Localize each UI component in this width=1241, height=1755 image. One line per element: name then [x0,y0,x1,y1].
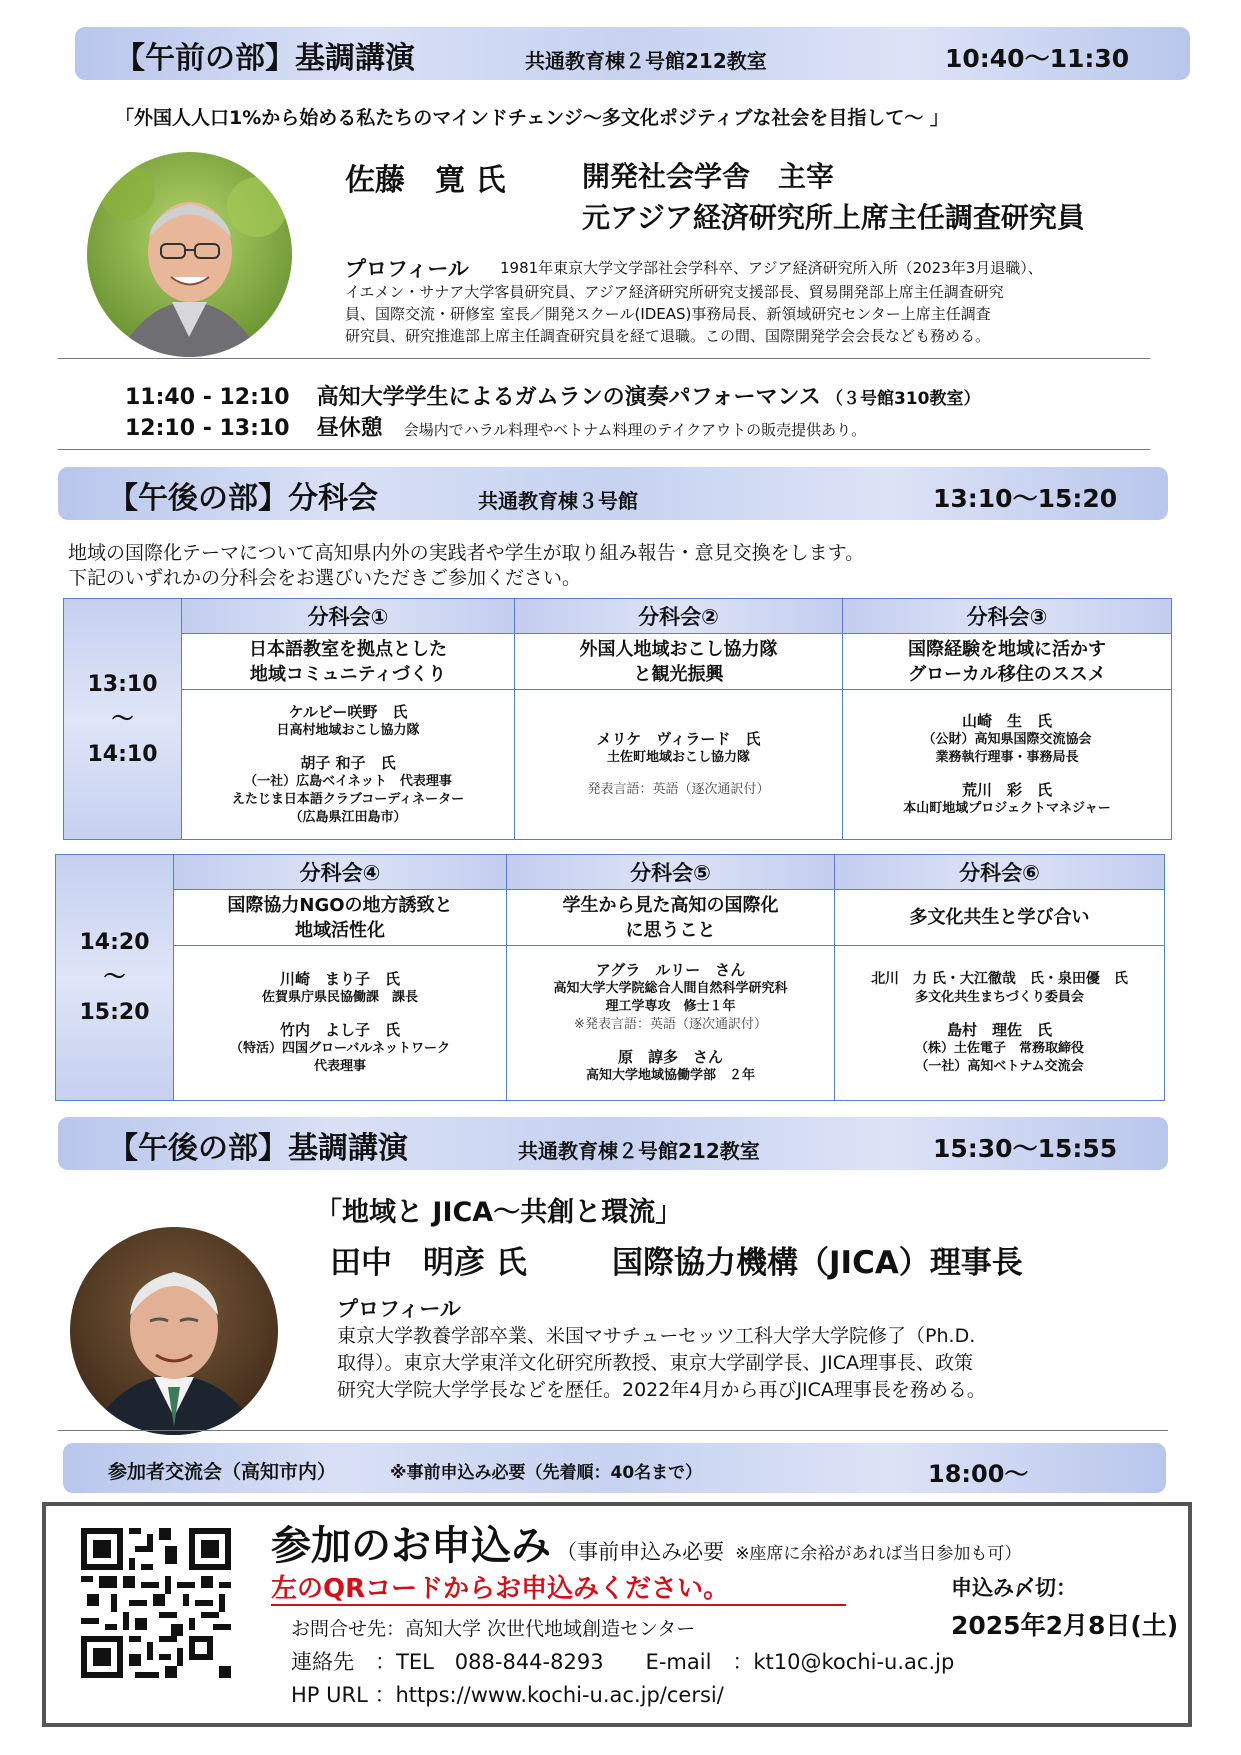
apply-heading-row [271,1514,1021,1571]
group-1-theme: 日本語教室を拠点とした 地域コミュニティづくり [182,634,515,690]
schedule-row-2 [125,411,866,442]
morning-venue: 共通教育棟２号館212教室 [525,49,767,73]
speaker-photo-sato [87,152,292,357]
afternoon-venue: 共通教育棟３号館 [478,489,638,513]
group-6-theme: 多文化共生と学び合い [835,890,1165,946]
group-5-theme: 学生から見た高知の国際化 に思うこと [507,890,835,946]
session-table-2 [55,854,1165,1101]
afternoon-time: 13:10〜15:20 [933,484,1118,513]
exchange-band [63,1443,1166,1493]
afternoon-intro-1: 地域の国際化テーマについて高知県内外の実践者や学生が取り組み報告・意見交換をします。 [68,542,865,564]
apply-heading: 参加のお申込み [271,1523,551,1569]
group-4-name: 分科会④ [174,855,507,890]
keynote2-header-band [58,1117,1168,1170]
group-5-presenters: アグラ ルリー さん 高知大学大学院総合人間自然科学研究科 理工学専攻 修士１年 ※発表言語：英語（逐次通訳付） 原 諄多 さん 高知大学地域協働学部 ２年 [507,946,835,1101]
schedule-row-1 [125,380,980,411]
sato-role-1: 開発社会学舎 主宰 [582,160,835,193]
group-1-presenters: ケルビー咲野 氏 日高村地域おこし協力隊 胡子 和子 氏 （一社）広島ベイネット 代表理事 えたじま日本語クラブコーディネーター （広島県江田島市） [182,690,515,840]
keynote2-lecture-title: 「地域と JICA〜共創と環流」 [315,1197,683,1228]
tanaka-profile-label: プロフィール [337,1297,461,1321]
sato-role-2: 元アジア経済研究所上席主任調査研究員 [582,201,1085,234]
application-box [42,1502,1192,1727]
apply-sub: （事前申込み必要 [556,1540,725,1564]
tanaka-profile-line-2: 取得）。東京大学東洋文化研究所教授、東京大学副学長、JICA理事長、政策 [337,1352,973,1374]
group-3-name: 分科会③ [843,599,1172,634]
sato-profile-line-4: 研究員、研究推進部上席主任調査研究員を経て退職。この間、国際開発学会会長なども務める。 [345,327,991,345]
session-table-1 [63,598,1172,840]
deadline-label: 申込み〆切： [951,1576,1077,1600]
qr-instruction-link[interactable]: 左のQRコードからお申込みください。 [271,1574,730,1604]
exchange-note: ※事前申込み必要（先着順：40名まで） [390,1463,703,1483]
afternoon-title: 【午後の部】分科会 [108,481,378,516]
divider-1 [58,358,1150,359]
divider-3 [58,1430,1168,1431]
sato-profile-line-2: イエメン・サナア大学客員研究員、アジア経済研究所研究支援部長、貿易開発部上席主任調査研究 [345,283,1004,301]
qr-instruction-underline [271,1604,846,1606]
deadline-date: 2025年2月8日(土) [951,1611,1179,1640]
schedule-note: 会場内でハラル料理やベトナム料理のテイクアウトの販売提供あり。 [403,421,867,439]
afternoon-intro-2: 下記のいずれかの分科会をお選びいただきご参加ください。 [68,567,582,589]
sato-profile-line-3: 員、国際交流・研修室 室長／開発スクール(IDEAS)事務局長、新領域研究センター上席主任調査 [345,305,991,323]
group-4-theme: 国際協力NGOの地方誘致と 地域活性化 [174,890,507,946]
group-3-presenters: 山崎 生 氏 （公財）高知県国際交流協会 業務執行理事・事務局長 荒川 彩 氏 本山町地域プロジェクトマネジャー [843,690,1172,840]
sato-profile-label: プロフィール [345,257,469,281]
homepage-url[interactable]: HP URL ：https://www.kochi-u.ac.jp/cersi/ [291,1683,724,1707]
tanaka-speaker-role: 国際協力機構（JICA）理事長 [612,1245,1023,1281]
afternoon-header-band [58,467,1168,520]
group-4-presenters: 川崎 まり子 氏 佐賀県庁県民協働課 課長 竹内 よし子 氏 （特活）四国グローバルネットワーク 代表理事 [174,946,507,1101]
keynote2-venue: 共通教育棟２号館212教室 [518,1139,760,1163]
morning-lecture-title: 「外国人人口1%から始める私たちのマインドチェンジ〜多文化ポジティブな社会を目指して〜 」 [115,107,949,129]
schedule-note: （３号館310教室） [825,389,981,409]
morning-header-band [75,27,1190,80]
apply-sub-note: ※座席に余裕があれば当日参加も可） [735,1544,1022,1564]
group-2-presenters: メリケ ヴィラード 氏 土佐町地域おこし協力隊 発表言語：英語（逐次通訳付） [515,690,843,840]
divider-2 [58,449,1150,450]
contact-line: お問合せ先：高知大学 次世代地域創造センター [291,1618,696,1640]
group-6-presenters: 北川 力 氏・大江徹哉 氏・泉田優 氏 多文化共生まちづくり委員会 島村 理佐 氏 （株）土佐電子 常務取締役 （一社）高知ベトナム交流会 [835,946,1165,1101]
tel-email-line[interactable]: 連絡先 ：TEL 088-844-8293 E-mail ：kt10@kochi-u.ac.jp [291,1650,955,1674]
exchange-title: 参加者交流会（高知市内） [108,1461,337,1483]
qr-code-icon[interactable] [81,1528,231,1678]
schedule-label: 昼休憩 [316,416,383,441]
keynote2-title: 【午後の部】基調講演 [108,1131,408,1166]
group-2-theme: 外国人地域おこし協力隊 と観光振興 [515,634,843,690]
group-1-name: 分科会① [182,599,515,634]
group-5-name: 分科会⑤ [507,855,835,890]
speaker-photo-tanaka [70,1227,278,1435]
sato-profile-line-1: 1981年東京大学文学部社会学科卒、アジア経済研究所入所（2023年3月退職）、 [500,259,1043,277]
keynote2-time: 15:30〜15:55 [933,1134,1118,1163]
session2-time: 14:20 〜 15:20 [56,855,174,1101]
morning-title: 【午前の部】基調講演 [115,41,415,76]
sato-speaker-name: 佐藤 寛 氏 [345,163,506,198]
tanaka-speaker-name: 田中 明彦 氏 [330,1245,527,1281]
session1-time: 13:10 〜 14:10 [64,599,182,840]
tanaka-profile-line-1: 東京大学教養学部卒業、米国マサチューセッツ工科大学大学院修了（Ph.D. [337,1325,976,1347]
schedule-time: 11:40 - 12:10 [125,385,290,410]
exchange-time: 18:00〜 [928,1460,1029,1488]
group-6-name: 分科会⑥ [835,855,1165,890]
group-2-name: 分科会② [515,599,843,634]
schedule-time: 12:10 - 13:10 [125,416,290,441]
group-3-theme: 国際経験を地域に活かす グローカル移住のススメ [843,634,1172,690]
schedule-label: 高知大学学生によるガムランの演奏パフォーマンス [316,385,821,410]
morning-time: 10:40〜11:30 [945,44,1130,73]
tanaka-profile-line-3: 研究大学院大学学長などを歴任。2022年4月から再びJICA理事長を務める。 [337,1379,986,1401]
